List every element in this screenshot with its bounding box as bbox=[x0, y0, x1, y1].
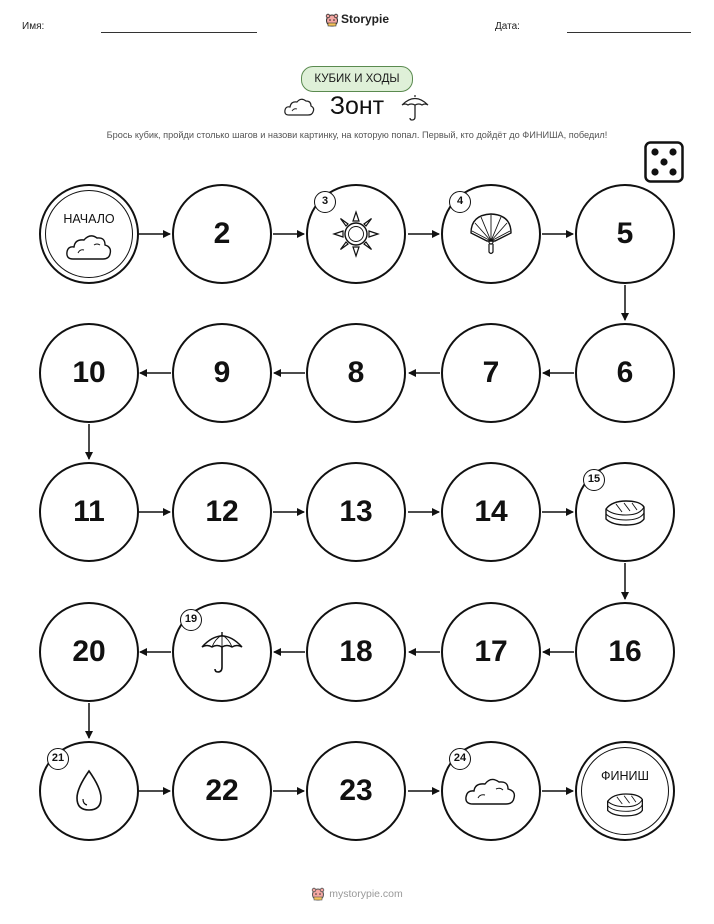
finish-cell bbox=[575, 741, 675, 841]
cell-number: 9 bbox=[213, 356, 231, 389]
cell-number: 12 bbox=[205, 495, 239, 528]
instruction-text: Брось кубик, пройди столько шагов и назови картинку, на которую попал. Первый, кто дойдёт до ФИНИША, победил! bbox=[106, 130, 608, 140]
board-cell bbox=[172, 184, 272, 284]
cell-number: 13 bbox=[339, 495, 373, 528]
cell-number-badge: 19 bbox=[180, 609, 202, 631]
storypie-logo-icon bbox=[311, 887, 325, 901]
cell-number: 22 bbox=[205, 774, 239, 807]
cell-number: 14 bbox=[474, 495, 508, 528]
board-cell bbox=[575, 323, 675, 423]
cell-number: 16 bbox=[608, 635, 642, 668]
board-cell bbox=[39, 602, 139, 702]
cell-number: 18 bbox=[339, 635, 373, 668]
activity-tag: КУБИК И ХОДЫ bbox=[301, 66, 413, 92]
board-cell bbox=[306, 323, 406, 423]
board-cell bbox=[441, 323, 541, 423]
cell-number: 11 bbox=[73, 495, 105, 528]
start-cell bbox=[39, 184, 139, 284]
board-cell bbox=[306, 741, 406, 841]
cell-number-badge: 24 bbox=[449, 748, 471, 770]
cell-number: 8 bbox=[347, 356, 365, 389]
date-label: Дата: bbox=[495, 21, 520, 32]
brand-name: Storypie bbox=[340, 12, 389, 26]
cell-number-badge: 4 bbox=[449, 191, 471, 213]
board-cell bbox=[306, 602, 406, 702]
towel-icon bbox=[604, 788, 646, 820]
name-label: Имя: bbox=[22, 21, 45, 32]
cloud-icon bbox=[65, 231, 113, 263]
towel-icon bbox=[602, 495, 648, 529]
board-cell bbox=[39, 323, 139, 423]
board-cell bbox=[575, 602, 675, 702]
cell-number: 17 bbox=[474, 635, 508, 668]
cell-number: 6 bbox=[616, 356, 634, 389]
cell-number: 23 bbox=[339, 774, 373, 807]
board-cell bbox=[172, 462, 272, 562]
finish-label: ФИНИШ bbox=[601, 769, 649, 783]
cell-number-badge: 21 bbox=[47, 748, 69, 770]
cell-number: 7 bbox=[482, 356, 500, 389]
board-cell bbox=[172, 323, 272, 423]
sun-icon bbox=[331, 209, 381, 259]
board-cell bbox=[441, 602, 541, 702]
board-cell bbox=[575, 184, 675, 284]
cell-number-badge: 3 bbox=[314, 191, 336, 213]
board-cell bbox=[172, 741, 272, 841]
umbrella-icon bbox=[199, 627, 245, 677]
fan-icon bbox=[467, 211, 515, 257]
board-cell bbox=[39, 462, 139, 562]
board-cell bbox=[441, 462, 541, 562]
water-drop-icon bbox=[72, 768, 106, 814]
cell-number-badge: 15 bbox=[583, 469, 605, 491]
page-title: Зонт bbox=[329, 92, 385, 120]
footer bbox=[0, 887, 714, 901]
cell-number: 2 bbox=[213, 217, 231, 250]
cell-number: 10 bbox=[72, 356, 106, 389]
cell-number: 20 bbox=[72, 635, 106, 668]
cloud-icon bbox=[464, 774, 518, 808]
cell-number: 5 bbox=[616, 217, 634, 250]
board-cell bbox=[306, 462, 406, 562]
start-label: НАЧАЛО bbox=[63, 212, 115, 226]
footer-site[interactable]: mystorypie.com bbox=[329, 887, 403, 900]
